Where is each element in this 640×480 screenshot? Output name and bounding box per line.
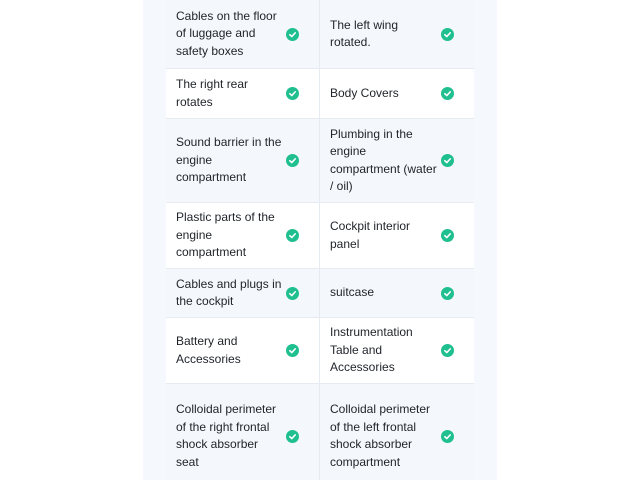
inspection-checklist-table: [166, 0, 474, 480]
checklist-cell: [320, 384, 474, 480]
checklist-item-label: Sound barrier in the engine compartment: [176, 135, 282, 185]
checklist-cell: [166, 384, 320, 480]
checklist-item-label: The right rear rotates: [176, 77, 249, 109]
checklist-row: [166, 269, 474, 318]
check-circle-icon: [441, 87, 454, 100]
check-circle-icon: [286, 154, 299, 167]
checklist-cell: [320, 203, 474, 268]
checklist-cell: [320, 119, 474, 202]
checklist-item-label: Cables and plugs in the cockpit: [176, 276, 282, 308]
checklist-item-label: Body Covers: [330, 85, 399, 100]
checklist-item-label: Colloidal perimeter of the left frontal shock absorber compartment: [330, 402, 431, 469]
check-circle-icon: [286, 87, 299, 100]
checklist-item-label: Plastic parts of the engine compartment: [176, 210, 275, 260]
checklist-cell: [166, 0, 320, 68]
checklist-item-label: suitcase: [330, 285, 375, 300]
check-circle-icon: [441, 28, 454, 41]
checklist-item-label: Instrumentation Table and Accessories: [330, 325, 413, 375]
checklist-cell: [166, 318, 320, 383]
check-circle-icon: [286, 430, 299, 443]
checklist-row: [166, 384, 474, 480]
check-circle-icon: [441, 229, 454, 242]
checklist-item-label: Battery and Accessories: [176, 334, 241, 366]
checklist-cell: [166, 119, 320, 202]
checklist-item-label: Cockpit interior panel: [330, 219, 411, 251]
check-circle-icon: [286, 229, 299, 242]
checklist-cell: [320, 318, 474, 383]
check-circle-icon: [441, 430, 454, 443]
checklist-item-label: Plumbing in the engine compartment (water / oil): [330, 126, 437, 193]
check-circle-icon: [286, 28, 299, 41]
checklist-cell: [166, 269, 320, 317]
check-circle-icon: [286, 287, 299, 300]
checklist-cell: [166, 69, 320, 118]
check-circle-icon: [441, 154, 454, 167]
check-circle-icon: [286, 344, 299, 357]
checklist-row: [166, 119, 474, 203]
checklist-cell: [320, 269, 474, 317]
check-circle-icon: [441, 344, 454, 357]
checklist-cell: [320, 0, 474, 68]
check-circle-icon: [441, 287, 454, 300]
checklist-row: [166, 318, 474, 384]
checklist-item-label: Colloidal perimeter of the right frontal shock absorber seat: [176, 402, 277, 469]
checklist-cell: [320, 69, 474, 118]
checklist-item-label: Cables on the floor of luggage and safety boxes: [176, 8, 277, 58]
checklist-cell: [166, 203, 320, 268]
checklist-row: [166, 203, 474, 269]
checklist-row: [166, 0, 474, 69]
checklist-row: [166, 69, 474, 119]
checklist-item-label: The left wing rotated.: [330, 17, 399, 49]
